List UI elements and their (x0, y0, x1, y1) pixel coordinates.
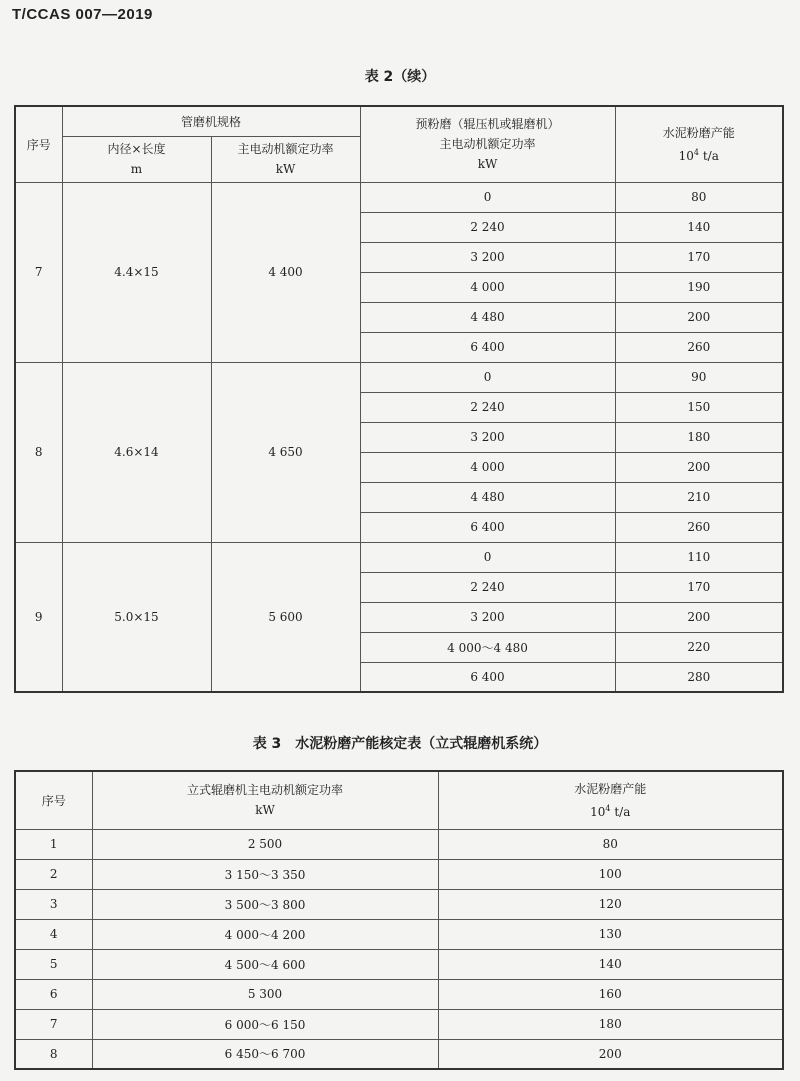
cell-capacity: 200 (438, 1039, 783, 1069)
cell-power: 4 500～4 600 (92, 949, 438, 979)
header-power-label: 立式辊磨机主电动机额定功率 (186, 783, 343, 798)
cell-capacity: 80 (615, 182, 783, 212)
table-row (15, 1039, 783, 1069)
cell-pre-grind-power: 0 (360, 542, 615, 572)
header-capacity (615, 106, 783, 182)
table-row (15, 979, 783, 1009)
cell-seq: 8 (15, 1039, 92, 1069)
cell-seq: 7 (15, 1009, 92, 1039)
cell-pre-grind-power: 6 400 (360, 332, 615, 362)
header-dimension-unit: m (130, 162, 143, 176)
cell-seq: 9 (15, 542, 62, 692)
cell-pre-grind-power: 4 480 (360, 302, 615, 332)
cell-capacity: 200 (615, 602, 783, 632)
header-pre-grind (360, 106, 615, 182)
cell-pre-grind-power: 2 240 (360, 572, 615, 602)
cell-capacity: 90 (615, 362, 783, 392)
cell-capacity: 140 (438, 949, 783, 979)
table-row (15, 949, 783, 979)
header-capacity-unit: $10^4$ t/a (678, 147, 719, 163)
cell-capacity: 180 (438, 1009, 783, 1039)
cell-capacity: 170 (615, 242, 783, 272)
cell-dimension: 4.4×15 (62, 182, 211, 362)
cell-pre-grind-power: 4 480 (360, 482, 615, 512)
cell-capacity: 140 (615, 212, 783, 242)
header-power-unit: kW (255, 803, 275, 818)
cell-capacity: 200 (615, 452, 783, 482)
cell-capacity: 170 (615, 572, 783, 602)
header-seq: 序号 (15, 771, 92, 829)
cell-motor-power: 4 650 (211, 362, 360, 542)
table-row (15, 919, 783, 949)
cell-seq: 2 (15, 859, 92, 889)
cell-pre-grind-power: 3 200 (360, 242, 615, 272)
cell-seq: 4 (15, 919, 92, 949)
cell-power: 6 000～6 150 (92, 1009, 438, 1039)
header-pre-unit: kW (477, 157, 498, 172)
cell-seq: 5 (15, 949, 92, 979)
cell-pre-grind-power: 4 000～4 480 (360, 632, 615, 662)
cell-dimension: 5.0×15 (62, 542, 211, 692)
cell-capacity: 80 (438, 829, 783, 859)
cell-pre-grind-power: 3 200 (360, 602, 615, 632)
header-pre-line1: 预粉磨（辊压机或辊磨机） (415, 117, 560, 132)
header-capacity (438, 771, 783, 829)
table-row (15, 829, 783, 859)
cell-capacity: 280 (615, 662, 783, 692)
cell-power: 5 300 (92, 979, 438, 1009)
header-motor (211, 136, 360, 182)
header-power (92, 771, 438, 829)
table3-caption: 表 3 水泥粉磨产能核定表（立式辊磨机系统） (252, 736, 548, 752)
table3-body (15, 829, 783, 1069)
cell-dimension: 4.6×14 (62, 362, 211, 542)
cell-motor-power: 4 400 (211, 182, 360, 362)
cell-capacity: 200 (615, 302, 783, 332)
cell-pre-grind-power: 0 (360, 362, 615, 392)
header-capacity-unit: $10^4$ t/a (590, 803, 631, 819)
table-row (15, 182, 783, 212)
table2-body (15, 182, 783, 692)
cell-seq: 7 (15, 182, 62, 362)
cell-pre-grind-power: 0 (360, 182, 615, 212)
cell-pre-grind-power: 6 400 (360, 662, 615, 692)
table-row (15, 859, 783, 889)
table-row (15, 889, 783, 919)
header-motor-label: 主电动机额定功率 (237, 142, 334, 156)
cell-power: 4 000～4 200 (92, 919, 438, 949)
header-pre-line2: 主电动机额定功率 (439, 137, 536, 152)
cell-capacity: 100 (438, 859, 783, 889)
table-row (15, 1009, 783, 1039)
cell-capacity: 130 (438, 919, 783, 949)
cell-capacity: 220 (615, 632, 783, 662)
cell-seq: 6 (15, 979, 92, 1009)
cell-pre-grind-power: 4 000 (360, 272, 615, 302)
cell-pre-grind-power: 2 240 (360, 392, 615, 422)
header-tube-spec: 管磨机规格 (62, 106, 360, 136)
cell-capacity: 110 (615, 542, 783, 572)
header-capacity-label: 水泥粉磨产能 (662, 125, 735, 140)
cell-power: 6 450～6 700 (92, 1039, 438, 1069)
header-seq: 序号 (15, 106, 62, 182)
cell-pre-grind-power: 3 200 (360, 422, 615, 452)
cell-seq: 8 (15, 362, 62, 542)
cell-motor-power: 5 600 (211, 542, 360, 692)
cell-pre-grind-power: 6 400 (360, 512, 615, 542)
standard-code: T/CCAS 007—2019 (12, 6, 153, 23)
cell-capacity: 180 (615, 422, 783, 452)
cell-pre-grind-power: 4 000 (360, 452, 615, 482)
cell-capacity: 260 (615, 512, 783, 542)
table-row (15, 542, 783, 572)
cell-capacity: 160 (438, 979, 783, 1009)
cell-capacity: 210 (615, 482, 783, 512)
cell-seq: 3 (15, 889, 92, 919)
table2 (14, 105, 784, 693)
cell-capacity: 190 (615, 272, 783, 302)
header-dimension (62, 136, 211, 182)
header-capacity-label: 水泥粉磨产能 (574, 781, 647, 796)
cell-capacity: 150 (615, 392, 783, 422)
cell-seq: 1 (15, 829, 92, 859)
cell-power: 3 500～3 800 (92, 889, 438, 919)
table2-caption: 表 2（续） (364, 69, 436, 85)
header-dimension-label: 内径×长度 (107, 142, 166, 156)
cell-capacity: 260 (615, 332, 783, 362)
header-motor-unit: kW (275, 162, 296, 176)
cell-pre-grind-power: 2 240 (360, 212, 615, 242)
cell-power: 2 500 (92, 829, 438, 859)
cell-power: 3 150～3 350 (92, 859, 438, 889)
table-row (15, 362, 783, 392)
table3 (14, 770, 784, 1070)
cell-capacity: 120 (438, 889, 783, 919)
